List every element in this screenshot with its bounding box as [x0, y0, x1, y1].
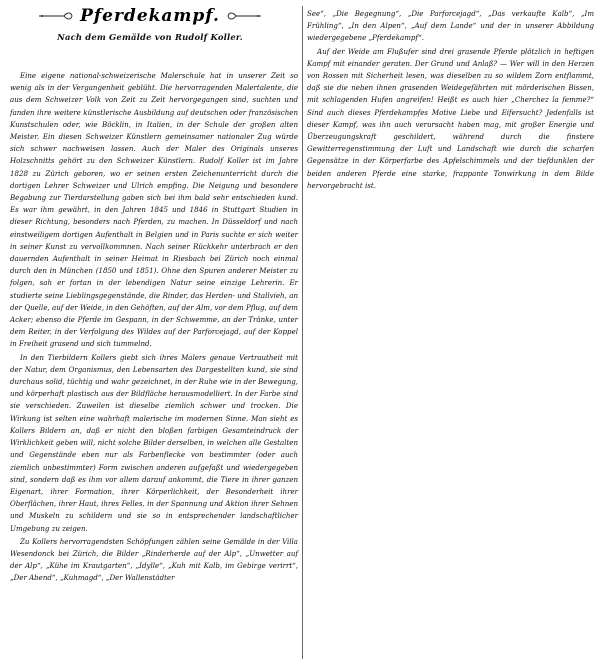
article-title: Pferdekampf.: [80, 6, 220, 26]
left-ornament-icon: [38, 11, 74, 21]
paragraph: Eine eigene national-schweizerische Malerschule hat in unserer Zeit so wenig als in der Vergangenheit geblüht. Die hervorragenden Malertalente, die aus dem Schweizer Volk von Zeit zu Zeit hervorgegangen sind, suchten und fanden ihre weitere künstlerische Ausbildung auf deutschen oder französischen Kunstschulen oder, wie Böcklin, in Italien, in der Schule der großen alten Meister. Ein diesen Schweizer Künstlern gemeinsamer nationaler Zug würde sich schwer nachweisen lassen. Auch der Maler des Originals unseres Holzschnitts gehört zu den Schweizer Künstlern. Rudolf Koller ist im Jahre 1828 zu Zürich geboren, wo er seinen ersten Zeichenunterricht durch die dortigen Lehrer Schweizer und Ulrich empfing. Die Neigung und besondere Begabung zur Tierdarstellung gaben sich bei ihm bald sehr entschieden kund. Es war ihm gewährt, in den Jahren 1845 und 1846 in Stuttgart Studien in dieser Richtung, besonders nach Pferden, zu machen. In Düsseldorf und nach einstweiligem dortigen Aufenthalt in Belgien und in Paris suchte er sich weiter in seiner Kunst zu vervollkommnen. Nach seiner Rückkehr unterbrach er den dauernden Aufenthalt in seiner Heimat in Riesbach bei Zürich noch einmal durch den in München (1850 und 1851). Ohne den Spuren anderer Meister zu folgen, sah er fortan in der lebendigen Natur seine einzige Lehrerin. Er studierte seine Lieblingsgegenstände, die Rinder, das Herden- und Stallvieh, an der Quelle, auf der Weide, in den Gehöften, auf der Alm, vor dem Pflug, auf dem Acker; ebenso die Pferde im Gespann, in der Schwemme, an der Tränke, unter dem Reiter, in der Verfolgung des Wildes auf der Parforcejagd, auf der Koppel in Freiheit grasend und sich tummelnd.: [10, 71, 298, 349]
title-row: [0, 6, 300, 26]
paragraph: In den Tierbildern Kollers giebt sich ihres Malers genaue Vertrautheit mit der Natur, dem Organismus, den Lebensarten des Dargestellten kund, sie sind durchaus solid, tüchtig und wahr gezeichnet, in der Ruhe wie in der Bewegung, und körperhaft plastisch aus der Bildfläche herausmodelliert. In der Farbe sind sie verschieden. Zuweilen ist dieselbe ziemlich schwer und trocken. Die Wirkung ist selten eine wahrhaft malerische im modernen Sinne. Man sieht es Kollers Bildern an, daß er nicht den bloßen farbigen Gesamteindruck der Wirklichkeit geben will, nicht solche Bilder derselben, in welchen alle Gestalten und Gegenstände eben nur als Farbenflecke von bestimmter (oder auch ziemlich unbestimmter) Form zwischen anderen aufgefaßt und wiedergegeben sind, sondern daß es ihm vor allem darauf ankommt, die Tiere in ihrer ganzen Eigenart, ihrer Formation, ihrer Körperlichkeit, der Besonderheit ihrer Oberflächen, ihrer Haut, ihres Felles, in der Spannung und Aktion ihrer Sehnen und Muskeln zu schildern und sie so in entsprechender landschaftlicher Umgebung zu zeigen.: [10, 352, 298, 533]
article-header: [0, 6, 300, 42]
right-column: [307, 8, 594, 192]
paragraph: Zu Kollers hervorragendsten Schöpfungen zählen seine Gemälde in der Villa Wesendonck bei Zürich, die Bilder „Rinderherde auf der Alp“, „Unwetter auf der Alp“, „Kühe im Krautgarten“, „Idylle“, „Kuh mit Kalb, im Gebirge verirrt“, „Der Abend“, „Kuhmagd“, „Der Wallenstädter: [10, 536, 298, 583]
right-ornament-icon: [226, 11, 262, 21]
column-divider: [302, 6, 303, 659]
paragraph: Auf der Weide am Flußufer sind drei grasende Pferde plötzlich in heftigen Kampf mit einander geraten. Der Grund und Anlaß? — Wer will in den Herzen von Rossen mit Sicherheit lesen, was dieselben zu so wildem Zorn entflammt, daß sie die neben ihnen grasenden Weidegefährten mit mörderischen Bissen, mit schlagenden Hufen angreifen! Heißt es auch hier „Cherchez la femme?“ Sind auch dieses Pferdekampfes Motive Liebe und Eifersucht? Jedenfalls ist dieser Kampf, was ihn auch verursacht haben mag, mit großer Energie und Überzeugungskraft geschildert, während durch die finstere Gewitterregenstimmung der Luft und Landschaft wie durch die scharfen Gegensätze in der Körperfarbe des Apfelschimmels und der tiefdunklen der beiden anderen Pferde eine starke, frappante Tonwirkung in dem Bilde hervorgebracht ist.: [307, 46, 594, 190]
left-column: [10, 70, 298, 585]
article-subtitle: Nach dem Gemälde von Rudolf Koller.: [57, 32, 243, 42]
paragraph: See“, „Die Begegnung“, „Die Parforcejagd“, „Das verkaufte Kalb“, „Im Frühling“, „In den Alpen“, „Auf dem Lande“ und der in unserer Abbildung wiedergegebene „Pferdekampf“.: [307, 9, 594, 43]
